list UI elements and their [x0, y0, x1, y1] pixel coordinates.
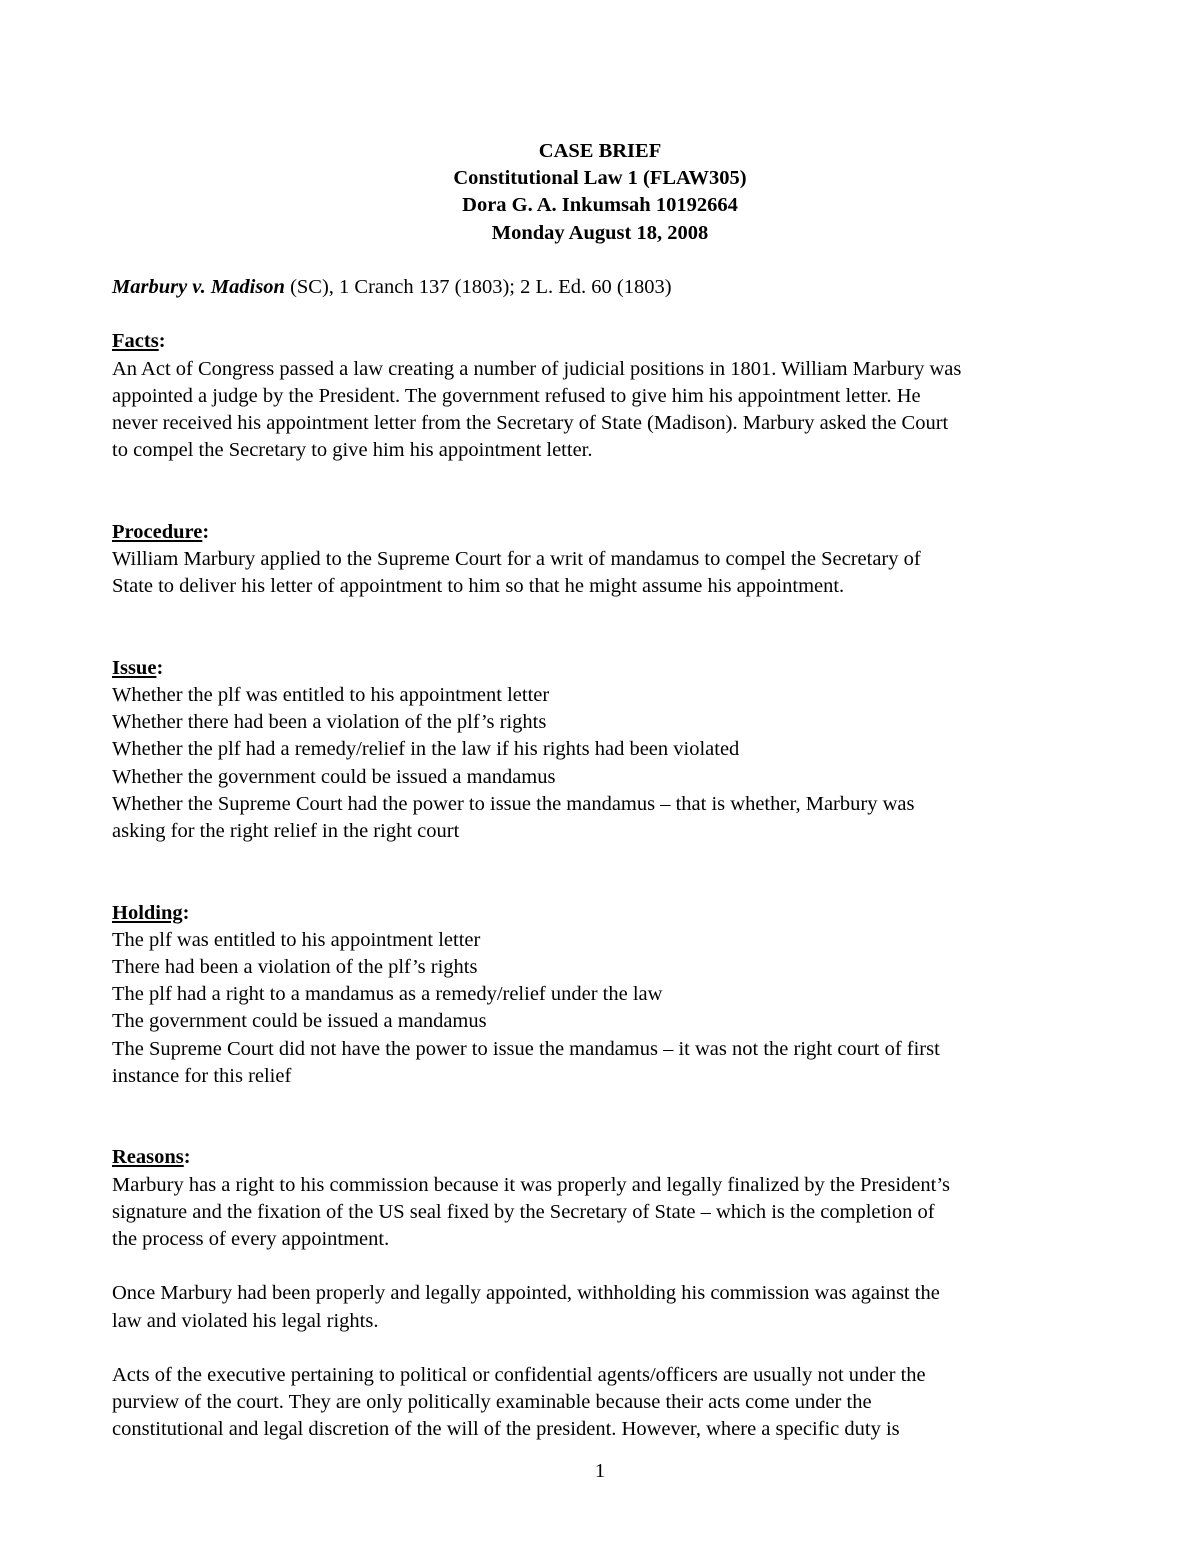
issue-section: Issue: Whether the plf was entitled to his appointment letter Whether there had been a violation of the plf’s rights Whether the plf had a remedy/relief in the law if his rights had been violated Whether the government could be issued a mandamus Whether the Supreme Court had the power to issue the mandamus – that is whether, Marbury was asking for the right relief in the right court [112, 655, 1102, 845]
procedure-section: Procedure: William Marbury applied to the Supreme Court for a writ of mandamus to compel the Secretary of State to deliver his letter of appointment to him so that he might assume his appointment. [112, 519, 1102, 601]
procedure-line: State to deliver his letter of appointment to him so that he might assume his appointment. [112, 575, 845, 598]
reasons-line: purview of the court. They are only politically examinable because their acts come under the [112, 1391, 872, 1414]
holding-line: The plf had a right to a mandamus as a remedy/relief under the law [112, 983, 663, 1006]
author-line: Dora G. A. Inkumsah 10192664 [462, 194, 738, 217]
holding-line: instance for this relief [112, 1064, 292, 1087]
reasons-line: constitutional and legal discretion of the will of the president. However, where a specific duty is [112, 1418, 900, 1441]
issue-line: Whether the Supreme Court had the power to issue the mandamus – that is whether, Marbury was [112, 792, 915, 815]
reasons-line: signature and the fixation of the US seal fixed by the Secretary of State – which is the completion of [112, 1200, 935, 1223]
issue-line: Whether the government could be issued a mandamus [112, 765, 556, 788]
reasons-line: law and violated his legal rights. [112, 1309, 379, 1332]
page-number: 1 [594, 1460, 606, 1482]
holding-line: The government could be issued a mandamus [112, 1010, 487, 1033]
facts-heading: Facts [112, 330, 159, 353]
reasons-paragraph [112, 1172, 1102, 1254]
reasons-paragraph [112, 1280, 1102, 1334]
reasons-paragraph [112, 1362, 1102, 1444]
reasons-line: the process of every appointment. [112, 1228, 390, 1251]
facts-line: never received his appointment letter from the Secretary of State (Madison). Marbury asked the Court [112, 412, 949, 434]
issue-line: Whether the plf had a remedy/relief in the law if his rights had been violated [112, 738, 740, 761]
holding-section: Holding: The plf was entitled to his appointment letter There had been a violation of the plf’s rights The plf had a right to a mandamus as a remedy/relief under the law The government could be issued a mandamus The Supreme Court did not have the power to issue the mandamus – it was not the right court of first instance for this relief [112, 900, 1102, 1090]
reasons-line: Acts of the executive pertaining to political or confidential agents/officers are usually not under the [112, 1364, 926, 1387]
document-body [112, 274, 1102, 1444]
issue-line: Whether the plf was entitled to his appointment letter [112, 684, 550, 706]
holding-line: There had been a violation of the plf’s rights [112, 956, 478, 979]
holding-heading: Holding [112, 901, 183, 924]
facts-line: An Act of Congress passed a law creating a number of judicial positions in 1801. William Marbury was [112, 357, 962, 380]
procedure-heading: Procedure [112, 520, 203, 543]
issue-line: Whether there had been a violation of the plf’s rights [112, 711, 547, 734]
date-line: Monday August 18, 2008 [491, 221, 709, 244]
document-header [0, 138, 1200, 247]
case-name: Marbury v. Madison [112, 276, 285, 298]
course-name: Constitutional Law 1 (FLAW305) [453, 167, 747, 190]
facts-line: to compel the Secretary to give him his appointment letter. [112, 439, 593, 462]
holding-line: The plf was entitled to his appointment letter [112, 928, 481, 951]
procedure-line: William Marbury applied to the Supreme Court for a writ of mandamus to compel the Secretary of [112, 548, 921, 570]
holding-line: The Supreme Court did not have the power to issue the mandamus – it was not the right court of first [112, 1037, 940, 1060]
issue-line: asking for the right relief in the right court [112, 820, 460, 843]
reasons-line: Marbury has a right to his commission because it was properly and legally finalized by the President’s [112, 1173, 951, 1196]
case-citation [112, 274, 1102, 301]
case-reference: (SC), 1 Cranch 137 (1803); 2 L. Ed. 60 (1803) [284, 276, 672, 298]
reasons-line: Once Marbury had been properly and legally appointed, withholding his commission was against the [112, 1282, 940, 1305]
issue-heading: Issue [112, 656, 157, 679]
document-title: CASE BRIEF [538, 140, 662, 162]
facts-line: appointed a judge by the President. The government refused to give him his appointment letter. He [112, 384, 921, 407]
reasons-heading: Reasons [112, 1146, 184, 1169]
facts-section: Facts: An Act of Congress passed a law creating a number of judicial positions in 1801. William Marbury was appointed a judge by the President. The government refused to give him his appointment letter. He never received his appointment letter from the Secretary of State (Madison). Marbury asked the Court to compel the Secretary to give him his appointment letter. [112, 328, 1102, 464]
reasons-section: Reasons: Marbury has a right to his commission because it was properly and legally finalized by the President’s signature and the fixation of the US seal fixed by the Secretary of State – which is the completion of the process of every appointment. Once Marbury had been properly and legally appointed, withholding his commission was against the law and violated his legal rights. Acts of the executive pertaining to political or confidential agents/officers are usually not under the purview of the court. They are only politically examinable because their acts come under the constitutional and legal discretion of the will of the president. However, where a specific duty is [112, 1144, 1102, 1443]
